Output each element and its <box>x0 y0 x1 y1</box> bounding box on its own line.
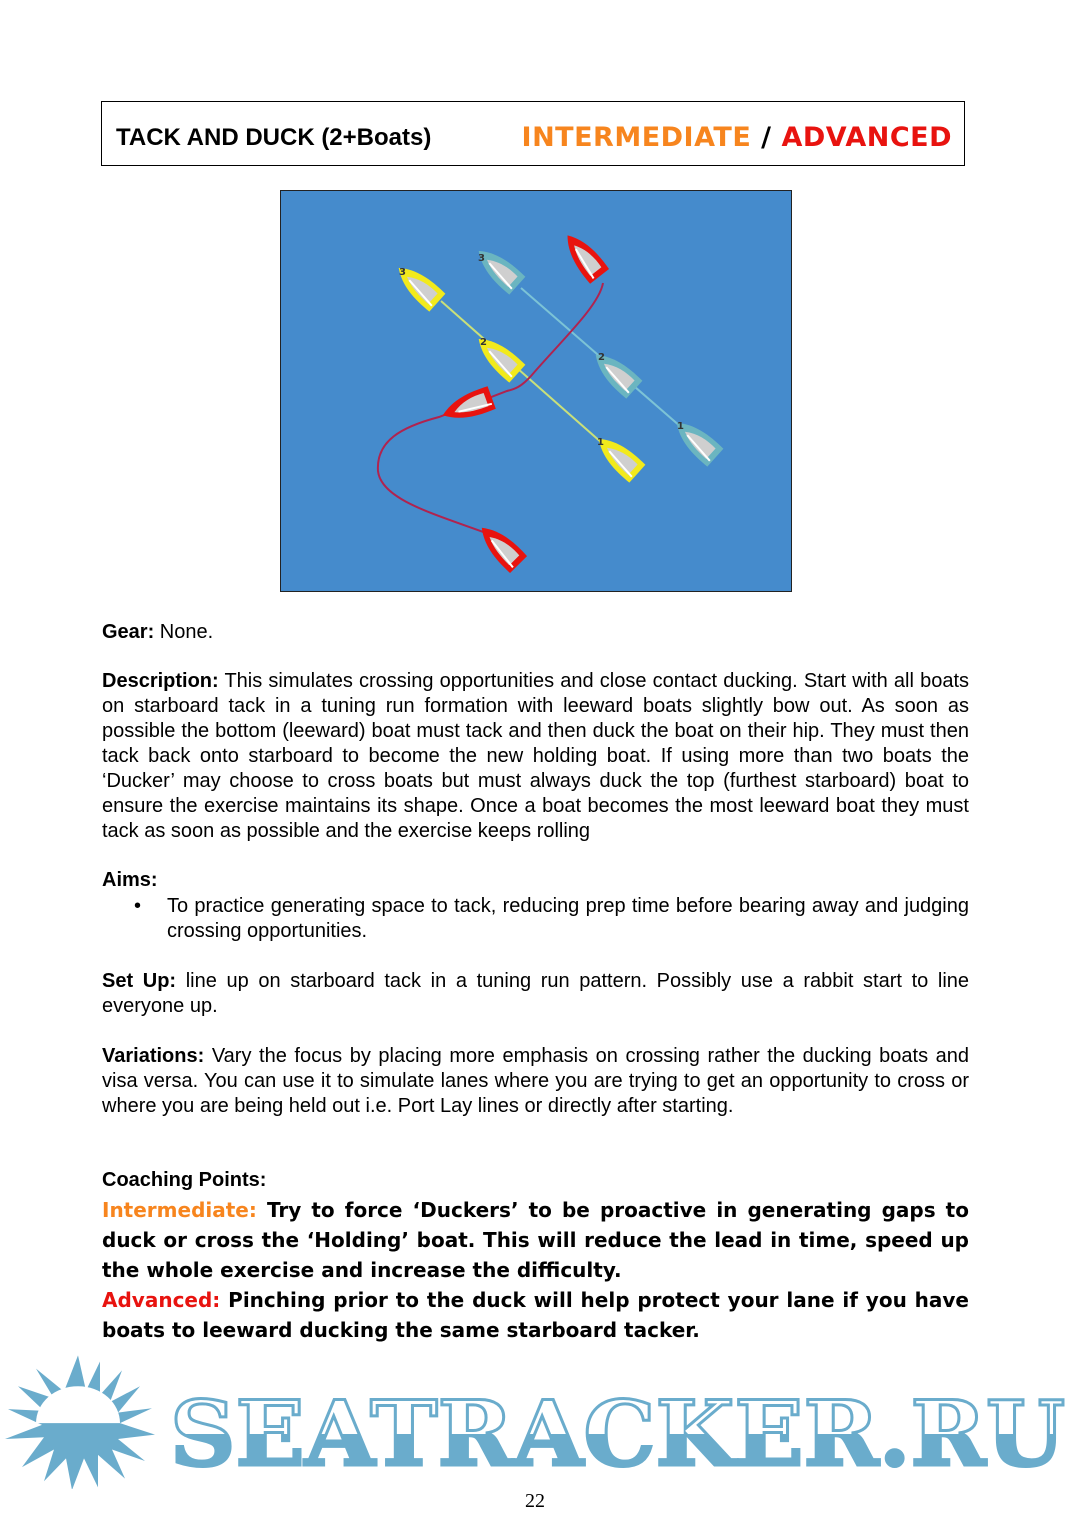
level-intermediate: INTERMEDIATE <box>521 122 752 153</box>
yellow-boat-2 <box>471 330 526 383</box>
aims-label: Aims: <box>102 869 158 891</box>
boat-label: 3 <box>399 267 406 278</box>
gear-label: Gear: <box>102 621 155 643</box>
boat-label: 3 <box>478 253 485 264</box>
watermark-logo <box>0 1355 1080 1489</box>
diagram-svg <box>281 191 791 591</box>
page-number: 22 <box>525 1490 545 1512</box>
boat-label: 2 <box>480 337 487 348</box>
coaching-label: Coaching Points: <box>102 1169 267 1191</box>
coaching-points <box>102 1195 969 1345</box>
aims-item-text: To practice generating space to tack, reducing prep time before bearing away and judging crossing opportunities. <box>167 895 969 942</box>
variations-text: Vary the focus by placing more emphasis on crossing rather the ducking boats and visa versa. You can use it to simulate lanes where you are trying to get an opportunity to cross or where you are being held out i.e. Port Lay lines or directly after starting. <box>102 1045 969 1117</box>
description-section <box>102 669 969 844</box>
coaching-advanced-label: Advanced: <box>102 1288 221 1312</box>
coaching-label-row <box>102 1168 969 1193</box>
teal-boat-3 <box>471 242 526 295</box>
drill-title: TACK AND DUCK (2+Boats) <box>116 124 432 151</box>
red-boat-middle <box>439 386 496 427</box>
level-advanced: ADVANCED <box>781 122 952 153</box>
bullet-icon: • <box>134 895 142 917</box>
aims-list-item <box>102 894 969 944</box>
red-boat-bottom <box>473 519 527 573</box>
coaching-advanced-text: Pinching prior to the duck will help protect your lane if you have boats to leeward ducking the same starboard tacker. <box>102 1288 969 1342</box>
level-indicator <box>522 122 952 153</box>
boat-label: 2 <box>598 352 605 363</box>
boat-label: 1 <box>597 437 604 448</box>
gear-section <box>102 620 969 645</box>
aims-label-row <box>102 868 969 893</box>
sun-logo-icon <box>0 1355 1080 1489</box>
watermark-text: SEATRACKER.RU <box>170 1381 1065 1487</box>
boat-diagram <box>280 190 792 592</box>
variations-section <box>102 1044 969 1119</box>
red-boat-top <box>558 228 609 284</box>
setup-section <box>102 969 969 1019</box>
boat-label: 1 <box>677 421 684 432</box>
setup-label: Set Up: <box>102 970 177 992</box>
coaching-intermediate-label: Intermediate: <box>102 1198 257 1222</box>
level-separator: / <box>761 122 772 153</box>
gear-text: None. <box>154 621 214 643</box>
description-text: This simulates crossing opportunities and close contact ducking. Start with all boats on starboard tack in a tuning run formation with leeward boats slightly bow out. As soon as possible the bottom (leeward) boat must tack and then duck the boat on their hip. They must then tack back onto starboard to become the new holding boat. If using more than two boats the ‘Ducker’ may choose to cross boats but must always duck the top (furthest starboard) boat to ensure the exercise maintains its shape. Once a boat becomes the most leeward boat they must tack as soon as possible and the exercise keeps rolling <box>102 670 969 842</box>
description-label: Description: <box>102 670 219 692</box>
variations-label: Variations: <box>102 1045 205 1067</box>
coaching-intermediate-text: Try to force ‘Duckers’ to be proactive in generating gaps to duck or cross the ‘Holding’ boat. This will reduce the lead in time, speed up the whole exercise and increase the difficulty. <box>102 1198 969 1282</box>
title-box <box>101 101 965 166</box>
setup-text: line up on starboard tack in a tuning run pattern. Possibly use a rabbit start to line everyone up. <box>102 970 970 1017</box>
